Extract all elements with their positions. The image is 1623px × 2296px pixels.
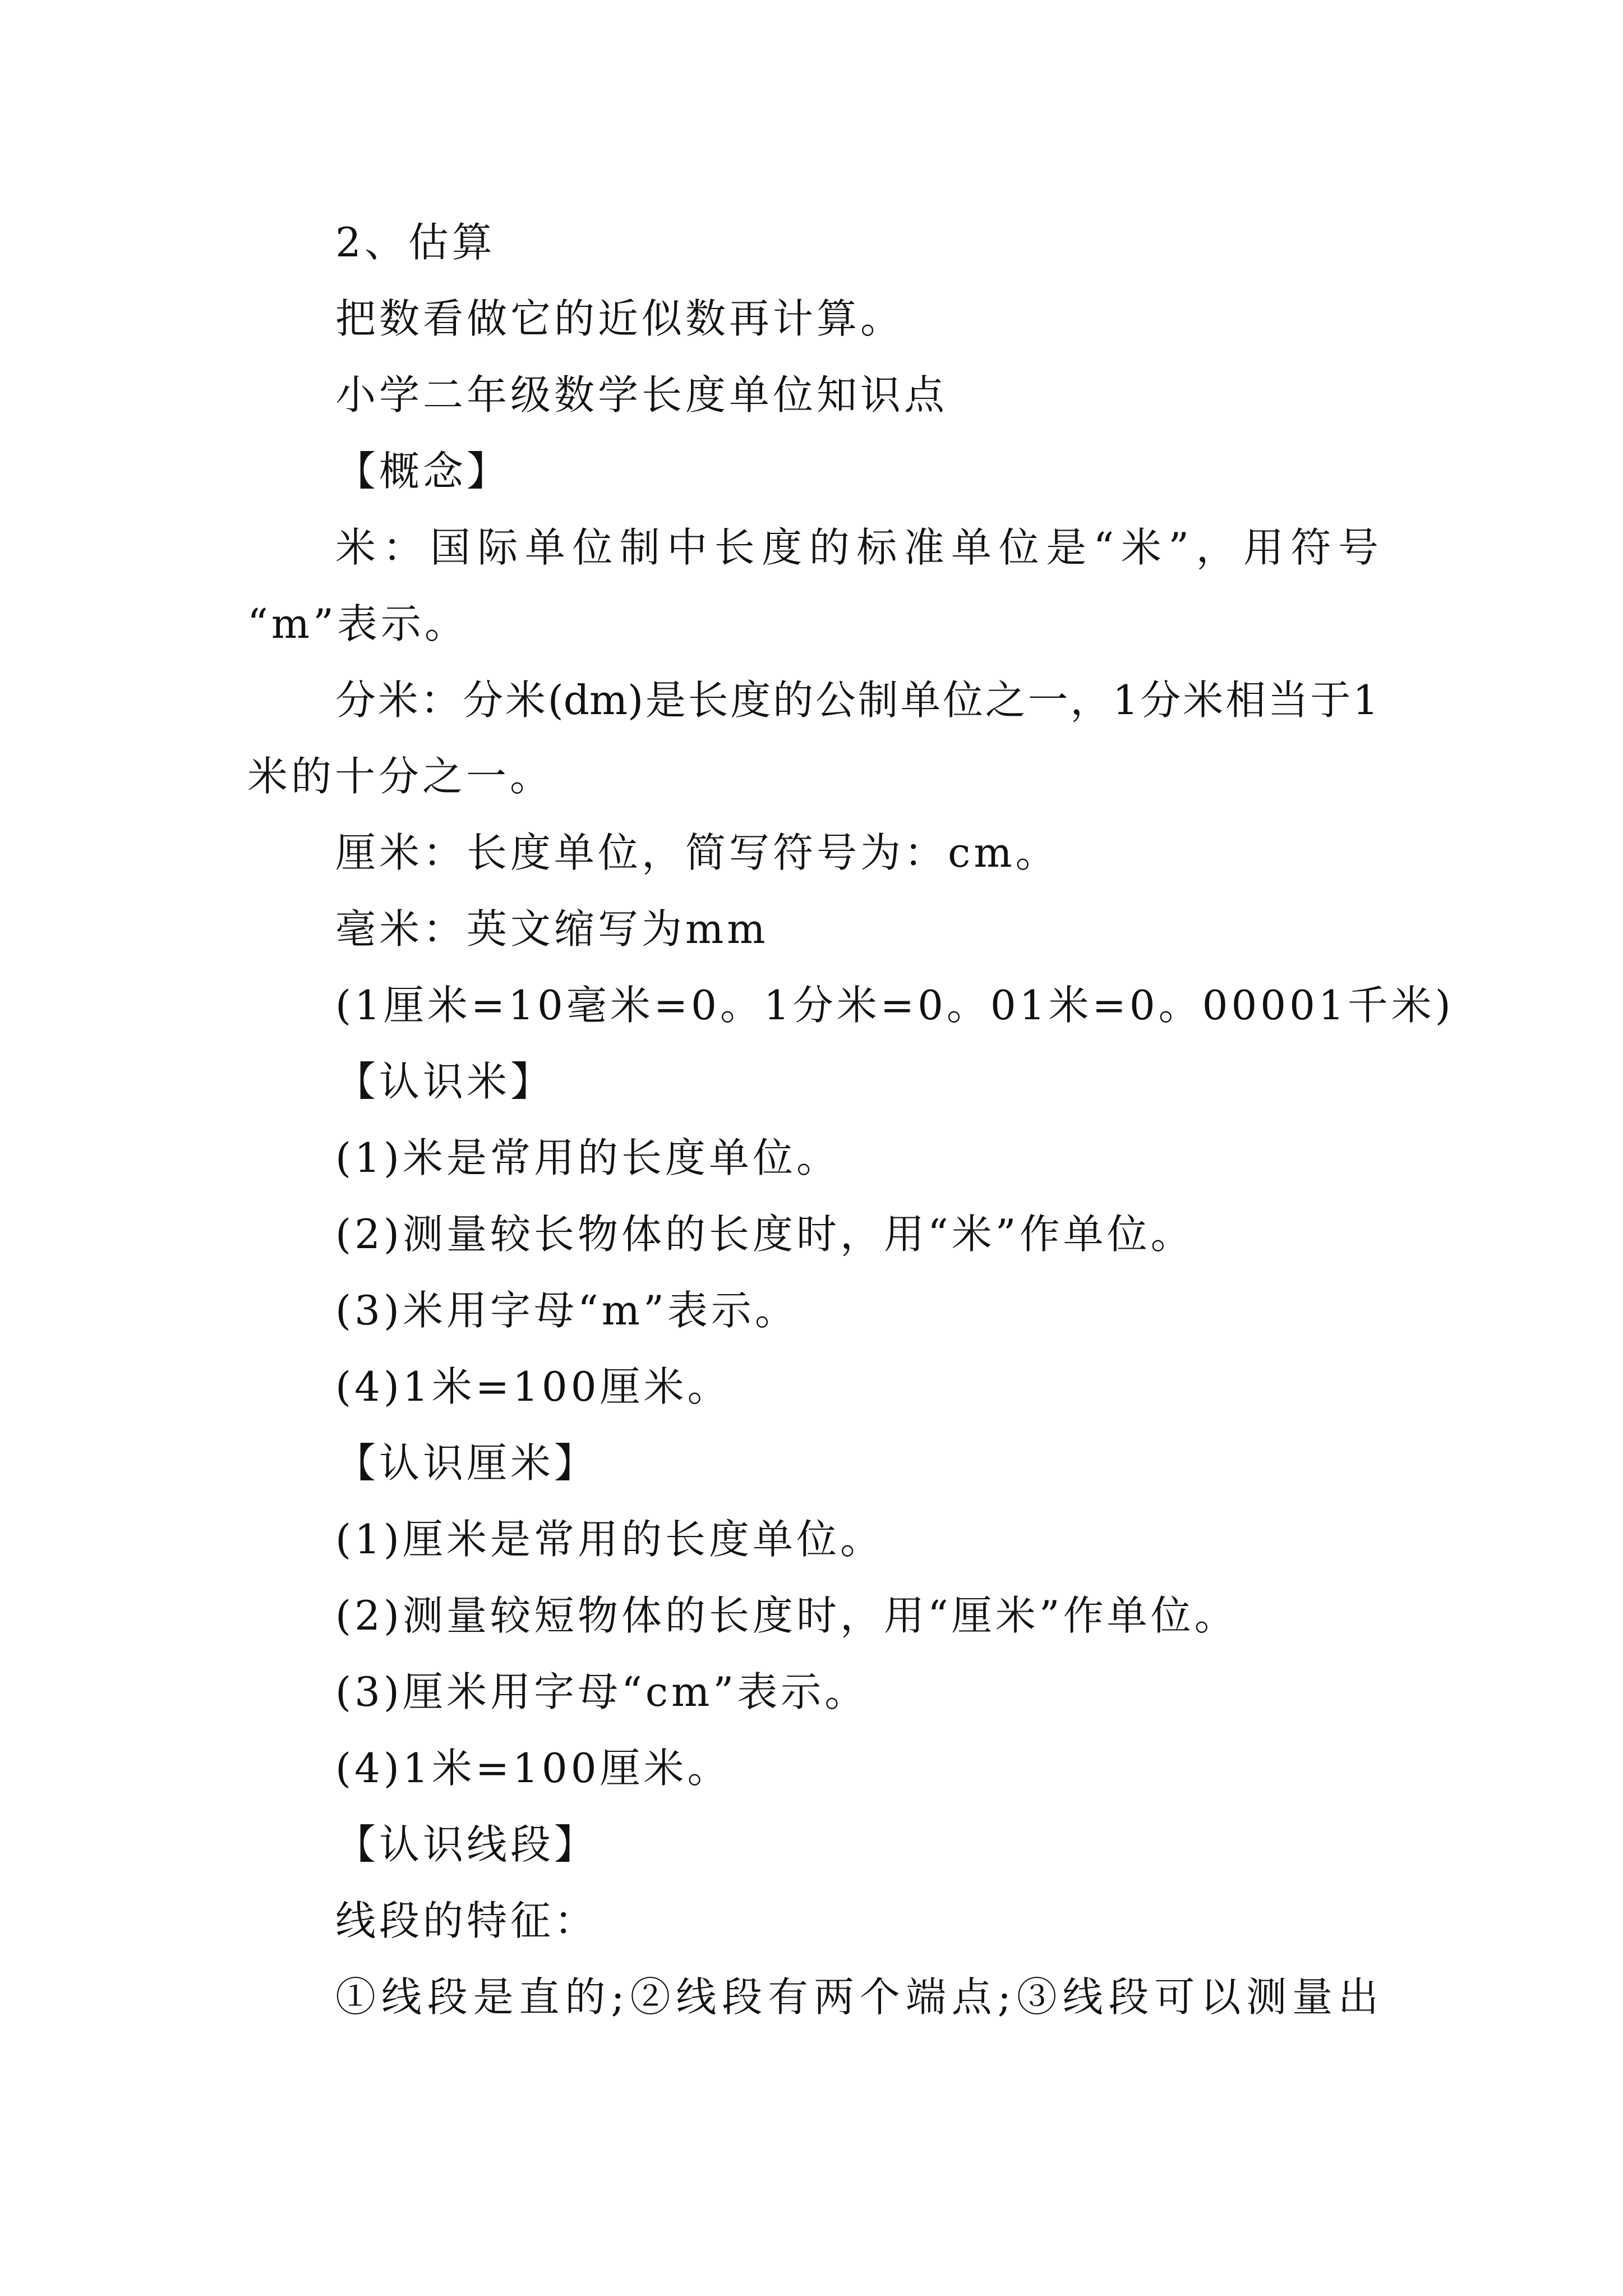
list-item-meter-2: (2)测量较长物体的长度时，用“米”作单位。 [335,1211,1195,1258]
paragraph-centimeter: 厘米：长度单位，简写符号为：cm。 [335,829,1059,876]
paragraph-meter-line-2: “m”表示。 [247,600,468,647]
list-item-meter-4: (4)1米=100厘米。 [335,1363,731,1410]
paragraph-decimeter-line-2: 米的十分之一。 [247,753,554,800]
paragraph-decimeter-line-1: 分米：分米(dm)是长度的公制单位之一，1分米相当于1 [335,677,1378,724]
section-title-length-units: 小学二年级数学长度单位知识点 [335,371,948,418]
subsection-heading-estimation: 2、估算 [335,219,496,266]
paragraph-estimation-definition: 把数看做它的近似数再计算。 [335,295,905,342]
list-item-meter-1: (1)米是常用的长度单位。 [335,1134,840,1181]
list-item-centimeter-2: (2)测量较短物体的长度时，用“厘米”作单位。 [335,1592,1238,1639]
list-item-centimeter-3: (3)厘米用字母“cm”表示。 [335,1668,869,1715]
list-item-meter-3: (3)米用字母“m”表示。 [335,1287,799,1334]
paragraph-segment-features: ①线段是直的;②线段有两个端点;③线段可以测量出 [335,1973,1378,2021]
heading-concepts: 【概念】 [335,448,511,495]
paragraph-segment-features-label: 线段的特征： [335,1897,598,1944]
list-item-centimeter-1: (1)厘米是常用的长度单位。 [335,1516,884,1563]
paragraph-meter-line-1: 米：国际单位制中长度的标准单位是“米”，用符号 [335,524,1378,571]
heading-know-meter: 【认识米】 [335,1058,555,1105]
heading-know-centimeter: 【认识厘米】 [335,1439,598,1487]
list-item-centimeter-4: (4)1米=100厘米。 [335,1745,731,1792]
heading-know-line-segment: 【认识线段】 [335,1821,598,1868]
paragraph-unit-conversion: (1厘米=10毫米=0。1分米=0。01米=0。00001千米) [335,982,1454,1029]
paragraph-millimeter: 毫米：英文缩写为mm [335,905,769,953]
